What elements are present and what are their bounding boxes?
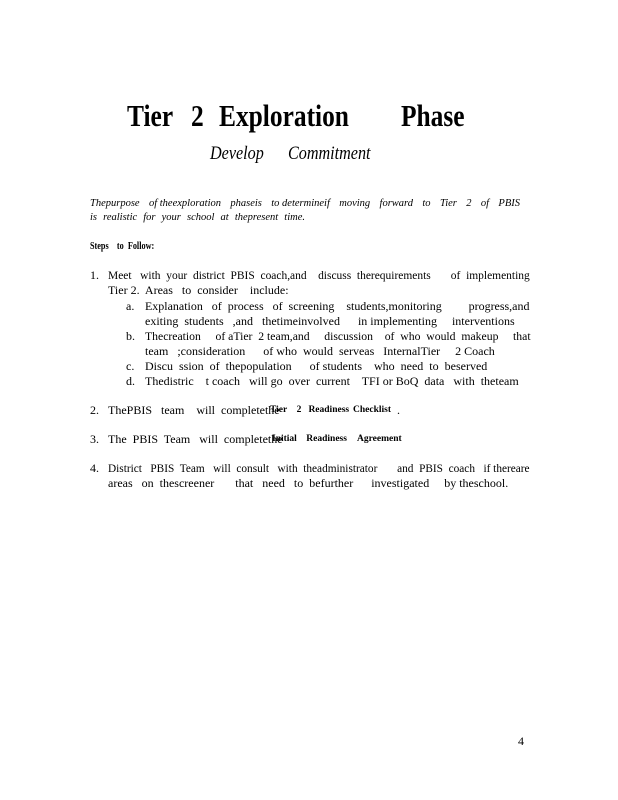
readiness-agreement-title: Initial Readiness — [272, 434, 347, 444]
step-text: The PBIS Team will completethe — [108, 432, 283, 446]
purpose-word: 2 — [466, 198, 472, 209]
purpose-word: to — [422, 198, 431, 209]
purpose-line-2 — [90, 212, 305, 223]
purpose-word: to determineif — [271, 198, 330, 209]
sub-text: Thedistric t coach will go over current TFI or BoQ data with theteam — [145, 374, 519, 388]
subtitle-word-develop: Develop — [210, 143, 264, 164]
readiness-checklist-title: Tier 2 Readiness — [270, 405, 350, 415]
readiness-checklist-word: Checklist — [353, 405, 391, 415]
purpose-word: at — [220, 212, 229, 223]
title-word-exploration: Exploration — [219, 98, 349, 133]
purpose-word: your — [161, 212, 181, 223]
step-suffix: . — [397, 403, 400, 417]
sub-letter: c. — [126, 359, 135, 373]
title-word-2: 2 — [191, 98, 204, 133]
purpose-word: Tier — [439, 198, 457, 209]
step-number: 1. — [90, 268, 99, 282]
purpose-word: school — [187, 212, 215, 223]
sub-letter: d. — [126, 374, 135, 388]
sub-text: Explanation of process of screening students,monitoring progress,and — [145, 299, 530, 313]
sub-letter: b. — [126, 329, 135, 343]
purpose-word: for — [143, 212, 156, 223]
purpose-word: realistic — [103, 212, 138, 223]
purpose-word: phaseis — [230, 198, 262, 209]
sub-text: team ;consideration of who would serveas InternalTier 2 Coach — [145, 344, 495, 358]
step-text: District PBIS Team will consult with theadministrator and PBIS coach if thereare — [108, 461, 530, 475]
purpose-word: PBIS — [498, 198, 520, 209]
step-text: areas on thescreener that need to befurther investigated by theschool. — [108, 476, 509, 490]
purpose-word: is — [90, 212, 98, 223]
page-subtitle — [0, 143, 618, 167]
subtitle-word-commitment: Commitment — [288, 143, 371, 164]
purpose-word: moving — [339, 198, 371, 209]
page-number: 4 — [518, 734, 524, 748]
steps-heading: Steps to Follow: — [90, 241, 155, 252]
step-text: ThePBIS team will completethe — [108, 403, 280, 417]
title-word-tier: Tier — [127, 98, 174, 133]
purpose-line-1 — [90, 198, 520, 209]
step-text: Meet with your district PBIS coach,and discuss therequirements of implementing — [108, 268, 530, 282]
step-number: 2. — [90, 403, 99, 417]
step-number: 4. — [90, 461, 99, 475]
purpose-paragraph — [90, 198, 520, 228]
purpose-word: forward — [379, 198, 414, 209]
purpose-word: Thepurpose — [90, 198, 140, 209]
purpose-word: thepresent — [234, 212, 279, 223]
sub-letter: a. — [126, 299, 135, 313]
title-word-phase: Phase — [401, 98, 465, 133]
sub-text: Discu ssion of thepopulation of students who need to beserved — [145, 359, 488, 373]
readiness-agreement-word: Agreement — [357, 434, 402, 444]
purpose-word: of — [480, 198, 490, 209]
steps-list — [90, 268, 530, 498]
step-text: Tier 2. Areas to consider include: — [108, 283, 289, 297]
purpose-word: time. — [284, 212, 305, 223]
step-number: 3. — [90, 432, 99, 446]
sub-text: exiting students ,and thetimeinvolved in implementing interventions — [145, 314, 515, 328]
page-title — [0, 98, 618, 142]
sub-text: Thecreation of aTier 2 team,and discussion of who would makeup that — [145, 329, 531, 343]
purpose-word: of theexploration — [148, 198, 221, 209]
